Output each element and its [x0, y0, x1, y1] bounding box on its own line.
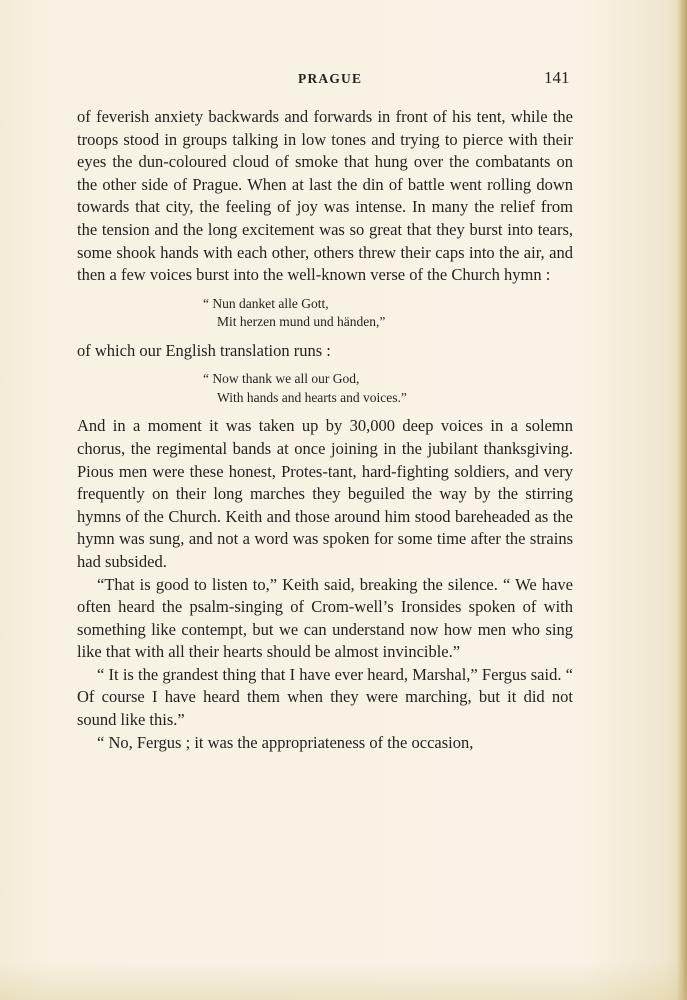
verse-german [77, 295, 573, 332]
paragraph-6: “ No, Fergus ; it was the appropriateness of the occasion, [97, 732, 474, 752]
verse-german-line-1: “ Nun danket alle Gott, [203, 295, 329, 311]
page-bottom-stain [0, 960, 687, 1000]
page-number: 141 [544, 68, 570, 87]
paragraph-2: of which our English translation runs : [77, 340, 331, 360]
running-head: PRAGUE [298, 71, 363, 86]
verse-english-line-2: With hands and hearts and voices.” [217, 389, 407, 405]
body-text [77, 106, 573, 754]
paragraph-4: “That is good to listen to,” Keith said, breaking the silence. “ We have often heard the psalm-singing of Crom-well’s Ironsides spoken of with something like contempt, but we can understand now how men who sing like that with all their hearts should be almost invincible.” [77, 574, 573, 662]
verse-german-line-2: Mit herzen mund und händen,” [217, 314, 386, 330]
page-edge-shadow [677, 0, 687, 1000]
paragraph-5: “ It is the grandest thing that I have ever heard, Marshal,” Fergus said. “ Of course I have heard them when they were marching, but it did not sound like this.” [77, 664, 573, 730]
paragraph-3: And in a moment it was taken up by 30,000 deep voices in a solemn chorus, the regimental bands at once joining in the jubilant thanksgiving. Pious men were these honest, Protes-tant, hard-fighting soldiers, and very frequently on their long marches they beguiled the way by the stirring hymns of the Church. Keith and those around him stood bareheaded as the hymn was sung, and not a word was spoken for some time after the strains had subsided. [77, 416, 573, 571]
paragraph-1: of feverish anxiety backwards and forwards in front of his tent, while the troops stood in groups talking in low tones and trying to pierce with their eyes the dun-coloured cloud of smoke that hung over the combatants on the other side of Prague. When at last the din of battle went rolling down towards that city, the feeling of joy was intense. In many the relief from the tension and the long excitement was so great that they burst into tears, some shook hands with each other, others threw their caps into the air, and then a few voices burst into the well-known verse of the Church hymn : [77, 107, 573, 285]
verse-english-line-1: “ Now thank we all our God, [203, 371, 360, 387]
page-header [0, 68, 687, 92]
verse-english [77, 370, 573, 407]
